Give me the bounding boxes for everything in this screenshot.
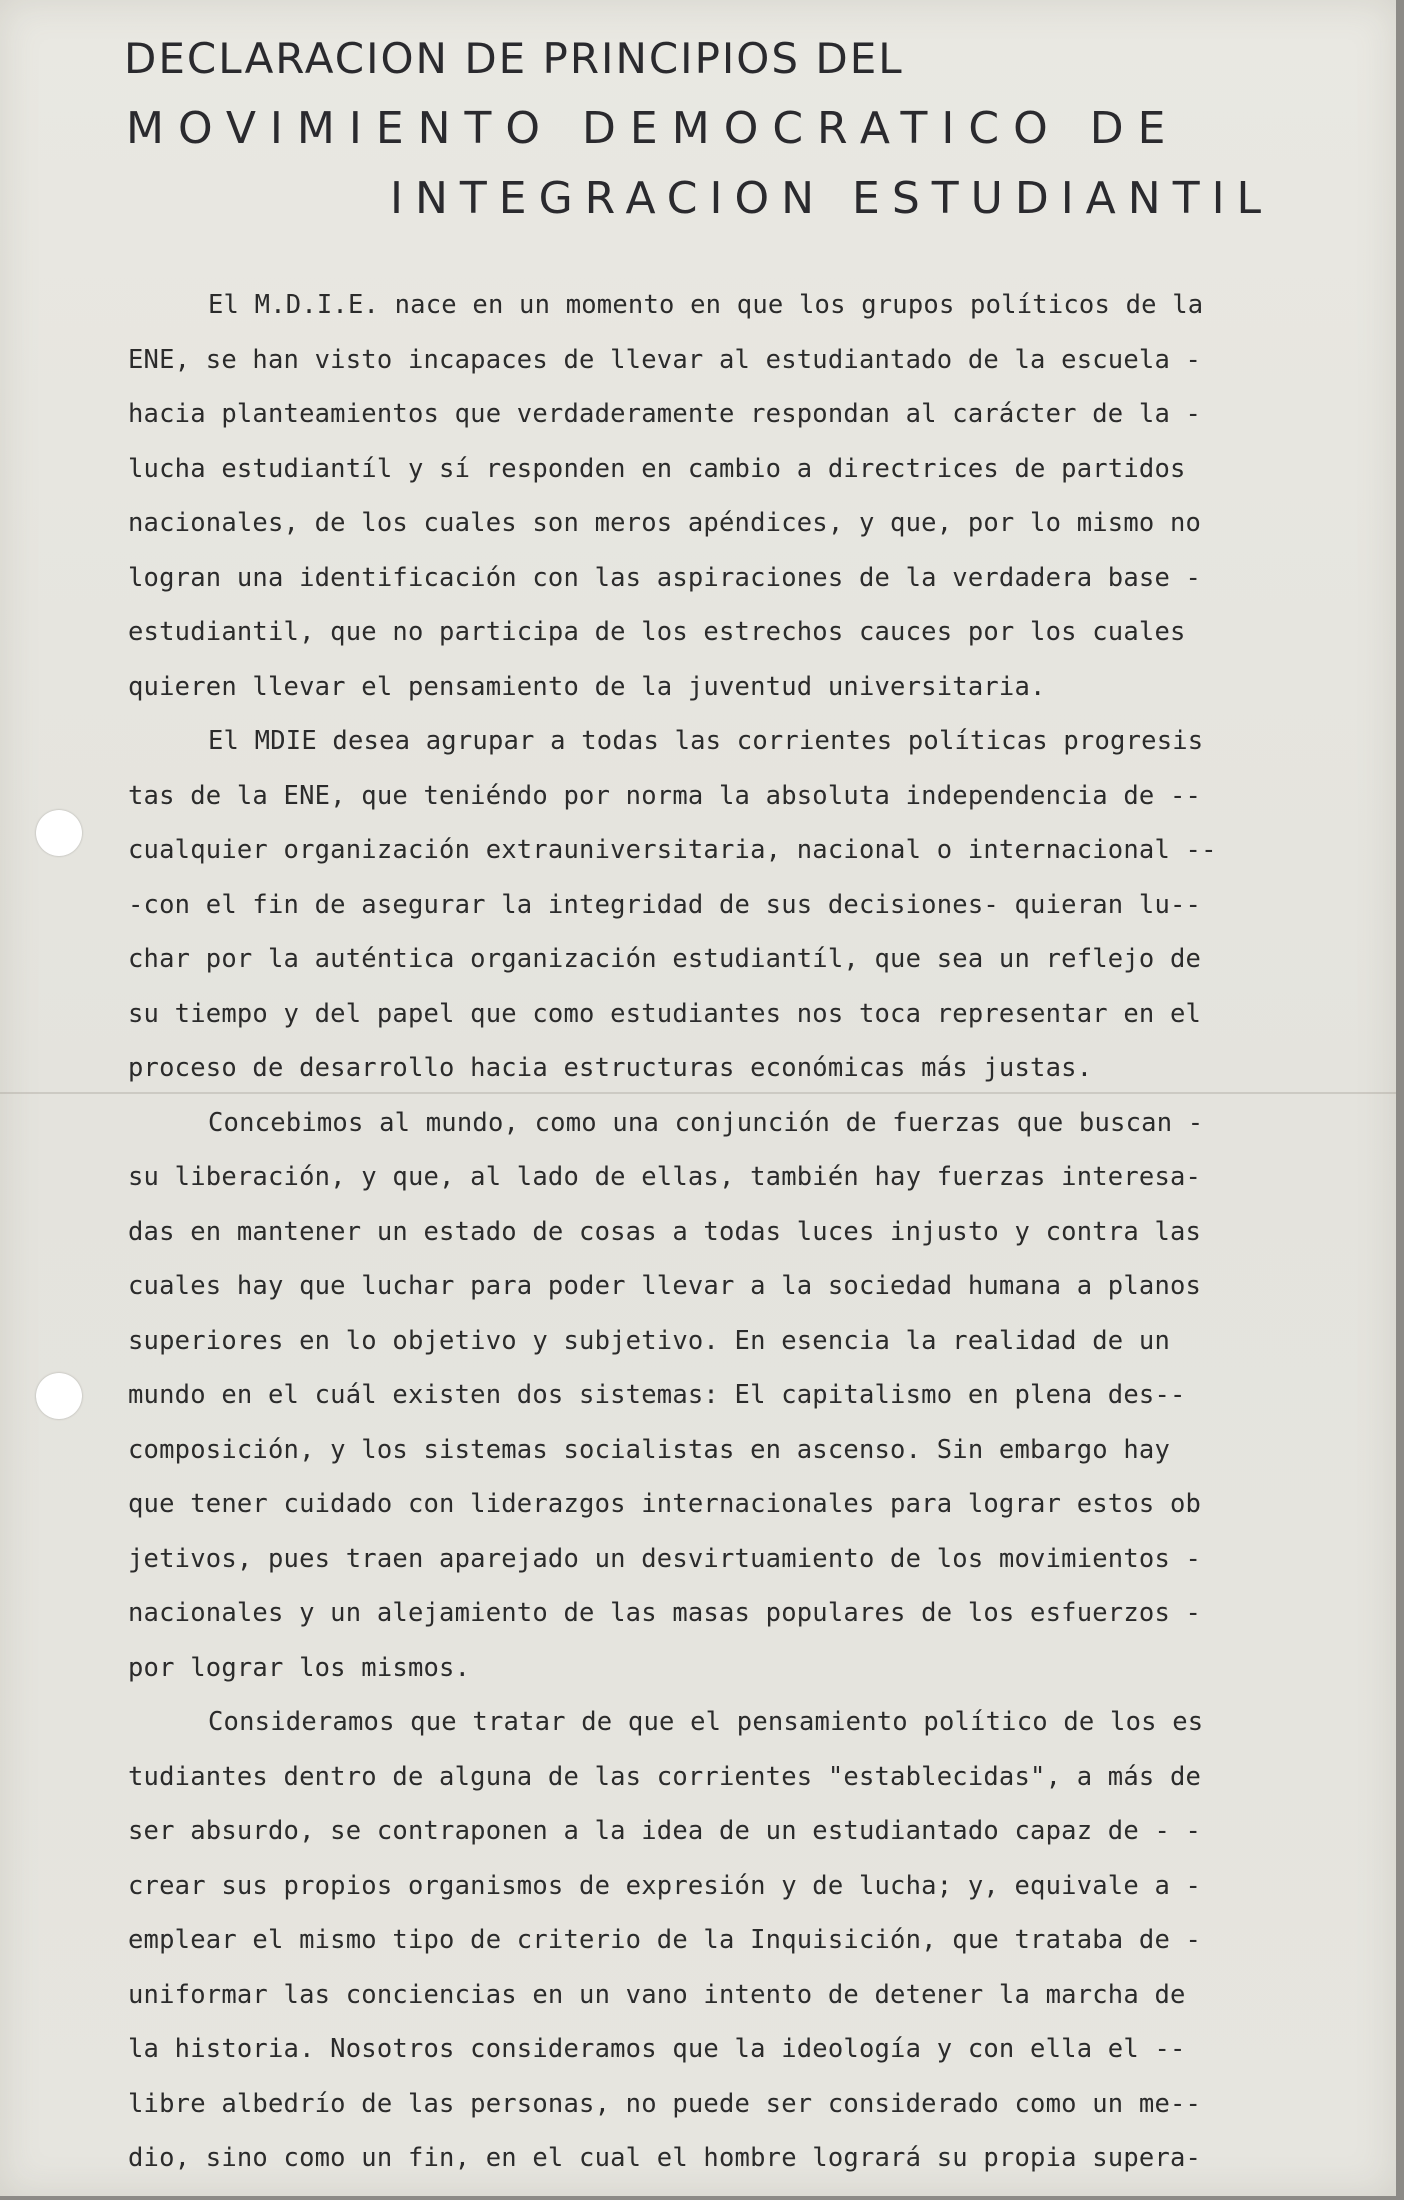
- text-line: que tener cuidado con liderazgos internacionales para lograr estos ob: [128, 1489, 1202, 1519]
- text-line: lucha estudiantíl y sí responden en cambio a directrices de partidos: [128, 453, 1186, 484]
- title-line-1: DECLARACION DE PRINCIPIOS DEL: [124, 34, 904, 83]
- text-line: dio, sino como un fin, en el cual el hombre logrará su propia supera-: [128, 2143, 1202, 2173]
- text-line: -con el fin de asegurar la integridad de sus decisiones- quieran lu--: [128, 889, 1202, 920]
- text-line: jetivos, pues traen aparejado un desvirtuamiento de los movimientos -: [128, 1543, 1202, 1574]
- text-line: la historia. Nosotros consideramos que la ideología y con ella el --: [128, 2034, 1186, 2064]
- punch-hole: [36, 1373, 82, 1419]
- text-line: ser absurdo, se contraponen a la idea de un estudiantado capaz de - -: [128, 1816, 1202, 1846]
- text-line: emplear el mismo tipo de criterio de la Inquisición, que trataba de -: [128, 1925, 1202, 1955]
- text-line: hacia planteamientos que verdaderamente respondan al carácter de la -: [128, 399, 1202, 429]
- text-line: libre albedrío de las personas, no puede ser considerado como un me--: [128, 2088, 1202, 2119]
- text-line: El M.D.I.E. nace en un momento en que los grupos políticos de la: [208, 290, 1204, 320]
- text-line: mundo en el cuál existen dos sistemas: El capitalismo en plena des--: [128, 1380, 1186, 1410]
- paragraph: [128, 278, 1298, 714]
- text-line: su tiempo y del papel que como estudiantes nos toca representar en el: [128, 998, 1202, 1029]
- text-line: das en mantener un estado de cosas a todas luces injusto y contra las: [128, 1216, 1202, 1247]
- text-line: crear sus propios organismos de expresión y de lucha; y, equivale a -: [128, 1870, 1202, 1901]
- text-line: El MDIE desea agrupar a todas las corrientes políticas progresis: [208, 726, 1204, 756]
- text-line: quieren llevar el pensamiento de la juventud universitaria.: [128, 671, 1046, 702]
- text-line: tas de la ENE, que teniéndo por norma la absoluta independencia de --: [128, 780, 1202, 811]
- text-line: cuales hay que luchar para poder llevar a la sociedad humana a planos: [128, 1271, 1202, 1301]
- text-line: estudiantil, que no participa de los estrechos cauces por los cuales: [128, 617, 1186, 647]
- text-line: logran una identificación con las aspiraciones de la verdadera base -: [128, 562, 1202, 593]
- text-line: nacionales y un alejamiento de las masas populares de los esfuerzos -: [128, 1598, 1202, 1628]
- text-line: superiores en lo objetivo y subjetivo. En esencia la realidad de un: [128, 1325, 1171, 1356]
- text-line: tudiantes dentro de alguna de las corrientes "establecidas", a más de: [128, 1761, 1202, 1792]
- text-line: proceso de desarrollo hacia estructuras económicas más justas.: [128, 1053, 1093, 1083]
- text-line: ENE, se han visto incapaces de llevar al estudiantado de la escuela -: [128, 344, 1202, 375]
- paragraph: [128, 1695, 1298, 2186]
- paragraph: [128, 714, 1298, 1096]
- paragraph: [128, 1096, 1298, 1696]
- text-line: Consideramos que tratar de que el pensamiento político de los es: [208, 1707, 1204, 1737]
- punch-hole: [36, 810, 82, 856]
- text-line: composición, y los sistemas socialistas en ascenso. Sin embargo hay: [128, 1434, 1171, 1465]
- title-line-2: MOVIMIENTO DEMOCRATICO DE: [126, 103, 1180, 154]
- text-line: char por la auténtica organización estudiantíl, que sea un reflejo de: [128, 944, 1202, 974]
- text-line: Concebimos al mundo, como una conjunción de fuerzas que buscan -: [208, 1107, 1204, 1138]
- text-line: cualquier organización extrauniversitaria, nacional o internacional --: [128, 835, 1217, 865]
- text-line: por lograr los mismos.: [128, 1652, 471, 1683]
- text-line: nacionales, de los cuales son meros apéndices, y que, por lo mismo no: [128, 508, 1202, 538]
- document-body: [128, 278, 1298, 2186]
- text-line: uniformar las conciencias en un vano intento de detener la marcha de: [128, 1979, 1186, 2010]
- title-line-3: INTEGRACION ESTUDIANTIL: [390, 173, 1274, 224]
- text-line: su liberación, y que, al lado de ellas, también hay fuerzas interesa-: [128, 1162, 1202, 1192]
